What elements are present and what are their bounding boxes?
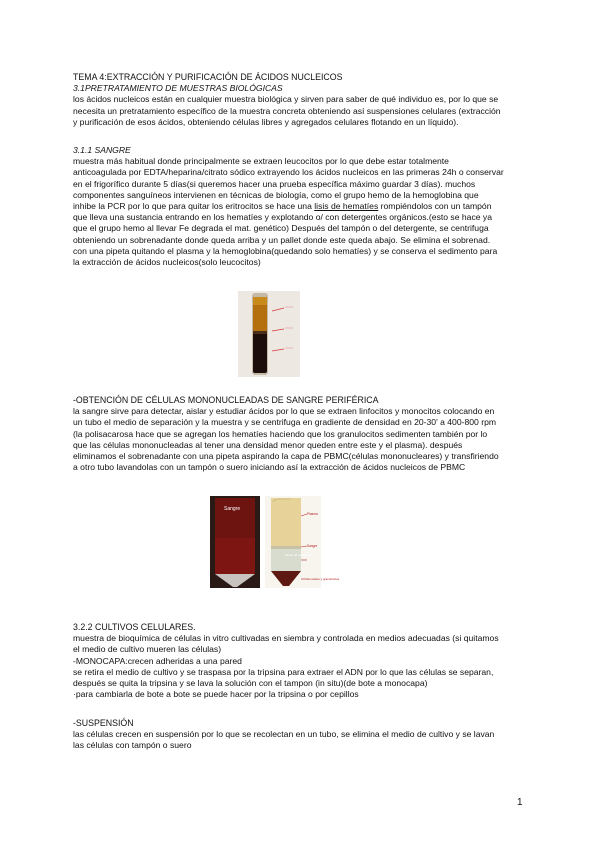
section-suspension (73, 718, 533, 752)
paragraph-line: componentes sanguíneos intervienen en técnicas de biología, como el grupo hemo de la hemoglobina que (73, 189, 479, 200)
paragraph-line: -MONOCAPA:crecen adheridas a una pared (73, 655, 242, 666)
paragraph-line: muestra de bioquímica de células in vitro cultivadas en siembra y controlada en medios adecuadas (si quitamos (73, 633, 499, 644)
text-segment: inhibe la PCR por lo que para quitar los eritrocitos se hace una (73, 201, 315, 212)
paragraph-line: las células con tampón o suero (73, 740, 192, 751)
paragraph-line: obteniendo un sobrenadante donde queda arriba y un pallet donde este queda abajo. Se elimina el sobrenad. (73, 234, 491, 245)
section-intro (73, 72, 533, 128)
paragraph-line: en el frigorífico durante 5 días(si queremos hacer una prueba específica máximo guardar 3 días). muchos (73, 178, 476, 189)
paragraph-line: se retira el medio de cultivo y se traspasa por la tripsina para extraer el ADN por lo que las células se separan, (73, 666, 494, 677)
paragraph-line: los ácidos nucleicos están en cualquier muestra biológica y sirven para saber de qué individuo es, por lo que se (73, 94, 499, 105)
page-number: 1 (517, 797, 523, 808)
paragraph-line: (la polisacarosa hace que se agregan los hematíes haciendo que los granulocitos sedimenten también por lo (73, 428, 488, 439)
paragraph-line: que lleva una sustancia entrando en los hematíes y explotando o/ con detergentes orgánicos.(esto se hace ya (73, 212, 492, 223)
paragraph-line: que el grupo hemo al llevar Fe degrada el mat. genético) Después del tampón o del detergente, se centrifuga (73, 223, 489, 234)
section-heading: 3.1.1 SANGRE (73, 145, 131, 155)
paragraph-line: un tubo el medio de separación y la muestra y se centrifuga en gradiente de densidad en 20-30' a 400-800 rpm (73, 417, 497, 428)
paragraph-line: eliminamos el sobrenadante con una pipeta aspirando la capa de PBMC(células mononucleares) y transfiriendo (73, 451, 499, 462)
paragraph-line: después se quita la tripsina y se lava la solución con el tampon (in situ)(de bote a monocapa) (73, 678, 428, 689)
tube-label: Sangre (307, 544, 318, 548)
text-segment: rompiéndolos con un tampón (378, 201, 492, 212)
paragraph-line: muestra más habitual donde principalmente se extraen leucocitos por lo que debe estar totalmente (73, 156, 449, 167)
tube-label: Sangre (224, 506, 241, 512)
paragraph-line: la sangre sirve para detectar, aislar y estudiar ácidos por lo que se extraen linfocitos y monocitos colocando en (73, 406, 495, 417)
section-heading: -SUSPENSIÓN (73, 718, 134, 728)
paragraph-line: y purificación de esos ácidos, obteniendo células libres y agregados celulares flotando en un líquido). (73, 116, 459, 127)
blood-tube-photo (238, 291, 300, 377)
section-heading: 3.2.2 CULTIVOS CELULARES. (73, 622, 196, 632)
section-pbmc (73, 395, 533, 473)
paragraph-line: el medio de cultivo mueren las células) (73, 644, 222, 655)
paragraph-line: necesita un pretratamiento específico de la muestra concreta obteniendo así suspensiones celulares (extracción (73, 105, 501, 116)
section-subtitle: 3.1PRETRATAMIENTO DE MUESTRAS BIOLÓGICAS (73, 83, 283, 94)
paragraph-line: con una pipeta quitando el plasma y la hemoglobina(quedando solo hematíes) y se conserva el sedimento para (73, 245, 498, 256)
paragraph-line: las células crecen en suspensión por lo que se recolectan en un tubo, se elimina el medio de cultivo y se lavan (73, 729, 495, 740)
density-gradient-photo (207, 494, 340, 590)
paragraph-line: anticoagulada por EDTA/heparina/citrato sódico extrayendo los ácidos nucleicos en las primeras 24h o conservar (73, 167, 504, 178)
paragraph-line: la extracción de ácidos nucleicos(solo leucocitos) (73, 257, 261, 268)
section-cultivos (73, 622, 533, 700)
section-heading: -OBTENCIÓN DE CÉLULAS MONONUCLEADAS DE SANGRE PERIFÉRICA (73, 395, 379, 405)
section-sangre (73, 145, 533, 268)
paragraph-line: a otro tubo lavandolas con un tampón o suero iniciando así la extracción de ácidos nucleicos de PBMC (73, 462, 466, 473)
tube-label: Plasma (307, 512, 318, 516)
tube-label: Medio de separación (285, 553, 313, 557)
paragraph-line: que las células mononucleadas al tener una densidad menor queden entre este y el plasma). después (73, 439, 463, 450)
paragraph-line: ·para cambiarla de bote a bote se puede hacer por la tripsina o por cepillos (73, 689, 359, 700)
underlined-term: lisis de hematíes (314, 201, 379, 212)
paragraph-line (73, 201, 533, 212)
tube-label: Hematíes y granulocitos (307, 577, 340, 581)
page-title: TEMA 4:EXTRACCIÓN Y PURIFICACIÓN DE ÁCIDOS NUCLEICOS (73, 72, 343, 82)
